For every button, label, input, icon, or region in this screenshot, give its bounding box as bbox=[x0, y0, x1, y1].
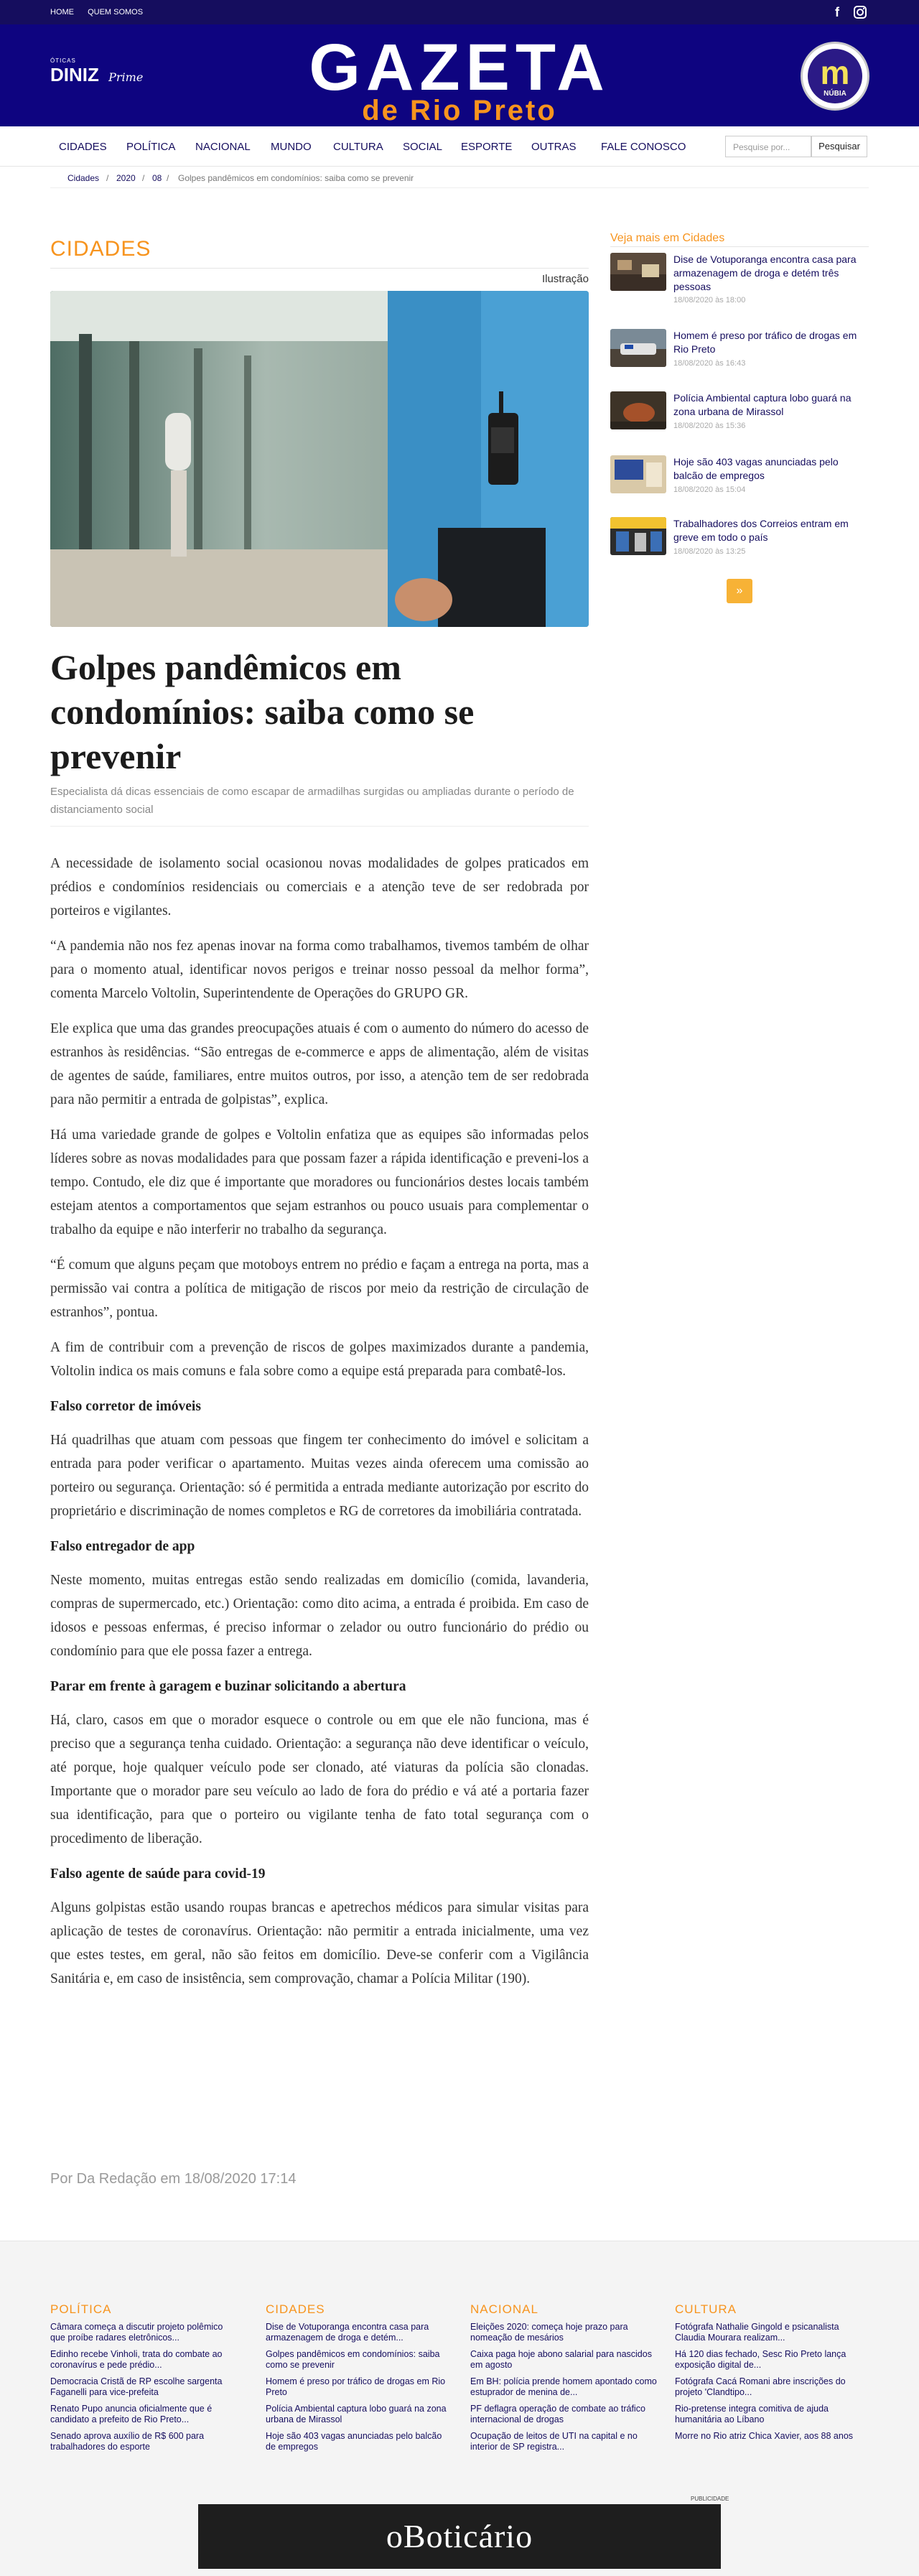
article-paragraph: Há, claro, casos em que o morador esquece o controle ou em que ele não funciona, mas é preciso que a segurança tenha cuidado. Orientação: a segurança não deve identificar o veículo, até porque, hoje qualquer veículo pode ser clonado, até viaturas da polícia são clonadas. Importante que o morador pare seu veículo ao lado de fora do prédio e vá até a portaria fazer sua identificação, para que o porteiro ou vigilante tenha de fato total segurança com o procedimento de liberação. bbox=[50, 1713, 589, 1846]
sidebar-item-title[interactable]: Homem é preso por tráfico de drogas em Rio Preto bbox=[673, 330, 857, 355]
sidebar-item-date: 18/08/2020 às 13:25 bbox=[673, 547, 746, 556]
footer-heading[interactable]: POLÍTICA bbox=[50, 2302, 112, 2316]
sidebar-item-date: 18/08/2020 às 18:00 bbox=[673, 296, 746, 304]
article-title: Golpes pandêmicos em condomínios: saiba como se prevenir bbox=[50, 647, 475, 776]
nav-politica[interactable]: POLÍTICA bbox=[126, 141, 176, 153]
sidebar-item-date: 18/08/2020 às 16:43 bbox=[673, 359, 746, 368]
breadcrumb bbox=[50, 167, 869, 188]
breadcrumb-year[interactable]: 2020 bbox=[116, 173, 136, 183]
sidebar-thumbnail bbox=[610, 329, 666, 367]
article-subheading: Falso corretor de imóveis bbox=[50, 1399, 201, 1414]
quem-somos-link[interactable]: QUEM SOMOS bbox=[88, 8, 144, 17]
footer-heading[interactable]: CULTURA bbox=[675, 2302, 737, 2316]
search-button[interactable]: Pesquisar bbox=[811, 136, 867, 157]
nav-nacional[interactable]: NACIONAL bbox=[195, 141, 251, 153]
footer-link[interactable]: Homem é preso por tráfico de drogas em Rio Preto bbox=[266, 2376, 446, 2397]
footer-link[interactable]: Renato Pupo anuncia oficialmente que é candidato a prefeito de Rio Preto... bbox=[50, 2404, 213, 2424]
footer-link[interactable]: Edinho recebe Vinholi, trata do combate ao coronavírus e pede prédio... bbox=[50, 2349, 223, 2370]
article-paragraph: A fim de contribuir com a prevenção de riscos de golpes maximizados durante a pandemia, Voltolin indica os mais comuns e fala sobre como a equipe está preparada para combatê-los. bbox=[50, 1340, 589, 1379]
sidebar-item-title[interactable]: Hoje são 403 vagas anunciadas pelo balcão de empregos bbox=[673, 456, 839, 481]
site-header bbox=[0, 24, 919, 126]
section-title: CIDADES bbox=[50, 237, 151, 261]
footer-link[interactable]: Câmara começa a discutir projeto polêmico que proíbe radares eletrônicos... bbox=[50, 2322, 223, 2343]
nav-social[interactable]: SOCIAL bbox=[403, 141, 443, 153]
breadcrumb-current: Golpes pandêmicos em condomínios: saiba como se prevenir bbox=[178, 173, 414, 183]
footer-link[interactable]: Há 120 dias fechado, Sesc Rio Preto lança exposição digital de... bbox=[675, 2349, 846, 2370]
site-footer bbox=[0, 2241, 919, 2576]
breadcrumb-separator: / bbox=[106, 173, 109, 183]
article-paragraph: Neste momento, muitas entregas estão sendo realizadas em domicílio (comida, lavanderia, compras de supermercado, etc.) Orientação: como dito acima, a entrada é proibida. Em caso de idosos e pessoas enfermas, é preciso informar o zelador ou outro funcionário do prédio ou condomínio para que ele possa fazer a entrega. bbox=[50, 1573, 589, 1659]
article-paragraph: Alguns golpistas estão usando roupas brancas e apetrechos médicos para simular visitas para aplicação de testes de coronavírus. Orientação: não permitir a entrada inicialmente, uma vez que estes testes, em geral, não são feitos em domicílio. Deve-se conferir com a Vigilância Sanitária e, em caso de insistência, sem comprovação, chamar a Polícia Militar (190). bbox=[50, 1900, 589, 1986]
footer-column-cidades bbox=[266, 2302, 452, 2458]
nubia-logo[interactable]: m NÚBIA bbox=[801, 42, 869, 111]
nav-esporte[interactable]: ESPORTE bbox=[461, 141, 513, 153]
article-paragraph: Há quadrilhas que atuam com pessoas que fingem ter conhecimento do imóvel e solicitam a entrada para poder verificar o apartamento. Muitas vezes ainda oferecem uma comissão ao porteiro ou segurança. Orientação: só é permitida a entrada mediante autorização por escrito do proprietário e discriminação de nomes completos e RG de corretores da imobiliária contratada. bbox=[50, 1433, 589, 1519]
footer-column-cultura bbox=[675, 2302, 862, 2447]
breadcrumb-separator: / bbox=[167, 173, 169, 183]
diniz-tag: ÓTICAS bbox=[50, 57, 76, 64]
image-credit: Ilustração bbox=[541, 273, 589, 285]
footer-link[interactable]: Rio-pretense integra comitiva de ajuda humanitária ao Líbano bbox=[675, 2404, 829, 2424]
article-body bbox=[50, 852, 589, 2002]
nav-outras[interactable]: OUTRAS bbox=[531, 141, 577, 153]
sidebar-item-date: 18/08/2020 às 15:36 bbox=[673, 422, 746, 430]
more-news-button[interactable]: » bbox=[727, 579, 752, 603]
sidebar-item-date: 18/08/2020 às 15:04 bbox=[673, 485, 746, 494]
sidebar-item[interactable] bbox=[610, 329, 869, 386]
nubia-text: NÚBIA bbox=[824, 90, 846, 98]
article-paragraph: Há uma variedade grande de golpes e Voltolin enfatiza que as equipes são informadas pelos líderes sobre as novas modalidades para que possam fazer a rápida identificação e preveni-los a tempo. Contudo, ele diz que é importante que moradores ou funcionários destes locais também estejam atentos a comportamentos que sejam estranhos ou pouco usuais para complementar o trabalho da equipe e não interferir no trabalho da segurança. bbox=[50, 1127, 589, 1237]
nav-mundo[interactable]: MUNDO bbox=[271, 141, 312, 153]
article-subheading: Parar em frente à garagem e buzinar solicitando a abertura bbox=[50, 1679, 406, 1694]
diniz-script: Prime bbox=[108, 70, 144, 84]
article-paragraph: Ele explica que uma das grandes preocupações atuais é com o aumento do número do acesso de estranhos às residências. “São entregas de e-commerce e apps de alimentação, além de visitas de agentes de saúde, familiares, entre muitos outros, por isso, a atenção tem de ser redobrada para não permitir a entrada de golpistas”, explica. bbox=[50, 1021, 589, 1107]
sidebar-thumbnail bbox=[610, 517, 666, 555]
footer-link[interactable]: Golpes pandêmicos em condomínios: saiba como se prevenir bbox=[266, 2349, 440, 2370]
nav-fale-conosco[interactable]: FALE CONOSCO bbox=[601, 141, 686, 153]
top-links bbox=[50, 8, 154, 17]
subtitle-divider bbox=[50, 826, 589, 827]
sidebar-heading: Veja mais em Cidades bbox=[610, 232, 725, 244]
instagram-icon[interactable] bbox=[852, 4, 869, 21]
footer-heading[interactable]: CIDADES bbox=[266, 2302, 325, 2316]
section-divider bbox=[50, 268, 589, 269]
footer-link[interactable]: Em BH: polícia prende homem apontado como estuprador de menina de... bbox=[470, 2376, 657, 2397]
article-subheading: Falso agente de saúde para covid-19 bbox=[50, 1866, 266, 1882]
advertisement-banner[interactable]: oBoticário bbox=[198, 2504, 721, 2569]
footer-link[interactable]: Hoje são 403 vagas anunciadas pelo balcão de empregos bbox=[266, 2431, 442, 2452]
top-bar bbox=[0, 0, 919, 24]
footer-link[interactable]: Eleições 2020: começa hoje prazo para nomeação de mesários bbox=[470, 2322, 628, 2343]
article-subheading: Falso entregador de app bbox=[50, 1539, 195, 1554]
sidebar-item[interactable] bbox=[610, 391, 869, 449]
sidebar-item-title[interactable]: Trabalhadores dos Correios entram em greve em todo o país bbox=[673, 518, 849, 543]
sidebar-item-title[interactable]: Dise de Votuporanga encontra casa para armazenagem de droga e detém três pessoas bbox=[673, 254, 857, 292]
footer-link[interactable]: Caixa paga hoje abono salarial para nascidos em agosto bbox=[470, 2349, 652, 2370]
article-paragraph: “É comum que alguns peçam que motoboys entrem no prédio e façam a entrega na porta, mas a permissão vai contra a política de mitigação de riscos por meio da restrição de circulação de estranhos”, pontua. bbox=[50, 1257, 589, 1320]
sidebar-thumbnail bbox=[610, 391, 666, 429]
sidebar-thumbnail bbox=[610, 455, 666, 493]
article-byline: Por Da Redação em 18/08/2020 17:14 bbox=[50, 2171, 297, 2187]
sidebar-divider bbox=[610, 246, 869, 247]
main-nav bbox=[0, 126, 919, 167]
diniz-name: DINIZ bbox=[50, 64, 99, 85]
facebook-icon[interactable]: f bbox=[835, 5, 839, 19]
footer-link[interactable]: Dise de Votuporanga encontra casa para armazenagem de droga e detém... bbox=[266, 2322, 429, 2343]
sidebar-thumbnail bbox=[610, 253, 666, 291]
article-hero-image bbox=[50, 291, 589, 627]
breadcrumb-separator: / bbox=[142, 173, 145, 183]
article-subtitle: Especialista dá dicas essenciais de como escapar de armadilhas surgidas ou ampliadas durante o período de distanciamento social bbox=[50, 786, 574, 816]
site-logo-subtitle[interactable]: de Rio Preto bbox=[362, 95, 557, 126]
footer-link[interactable]: Senado aprova auxílio de R$ 600 para trabalhadores do esporte bbox=[50, 2431, 205, 2452]
footer-link[interactable]: Morre no Rio atriz Chica Xavier, aos 88 anos bbox=[675, 2431, 854, 2441]
footer-column-nacional bbox=[470, 2302, 657, 2458]
footer-heading[interactable]: NACIONAL bbox=[470, 2302, 538, 2316]
footer-link[interactable]: Fotógrafa Cacá Romani abre inscrições do projeto 'Clandtipo... bbox=[675, 2376, 846, 2397]
footer-link[interactable]: PF deflagra operação de combate ao tráfico internacional de drogas bbox=[470, 2404, 645, 2424]
nav-cidades[interactable]: CIDADES bbox=[59, 141, 107, 153]
footer-link[interactable]: Democracia Cristã de RP escolhe sargenta Faganelli para vice-prefeita bbox=[50, 2376, 223, 2397]
footer-link[interactable]: Ocupação de leitos de UTI na capital e no interior de SP registra... bbox=[470, 2431, 638, 2452]
sidebar-item[interactable] bbox=[610, 517, 869, 575]
breadcrumb-cidades[interactable]: Cidades bbox=[67, 173, 100, 183]
footer-link[interactable]: Fotógrafa Nathalie Gingold e psicanalista Claudia Mourara realizam... bbox=[675, 2322, 839, 2343]
breadcrumb-month[interactable]: 08 bbox=[152, 173, 162, 183]
article-paragraph: A necessidade de isolamento social ocasionou novas modalidades de golpes praticados em prédios e condomínios residenciais ou comerciais e a atenção teve de ser redobrada por porteiros e vigilantes. bbox=[50, 856, 589, 919]
sidebar-item[interactable] bbox=[610, 253, 869, 310]
site-logo-title[interactable]: GAZETA bbox=[309, 31, 610, 104]
nav-cultura[interactable]: CULTURA bbox=[333, 141, 383, 153]
home-link[interactable]: HOME bbox=[50, 8, 74, 17]
article-paragraph: “A pandemia não nos fez apenas inovar na forma como trabalhamos, tivemos também de olhar para o momento atual, identificar novos perigos e treinar nosso pessoal da melhor forma”, comenta Marcelo Voltolin, Superintendente de Operações do GRUPO GR. bbox=[50, 939, 589, 1001]
sidebar-item-title[interactable]: Polícia Ambiental captura lobo guará na zona urbana de Mirassol bbox=[673, 392, 852, 417]
search-input[interactable]: Pesquise por... bbox=[725, 136, 811, 157]
ad-label: PUBLICIDADE bbox=[691, 2496, 729, 2502]
footer-column-politica bbox=[50, 2302, 237, 2458]
footer-link[interactable]: Polícia Ambiental captura lobo guará na zona urbana de Mirassol bbox=[266, 2404, 447, 2424]
sidebar-item[interactable] bbox=[610, 455, 869, 513]
